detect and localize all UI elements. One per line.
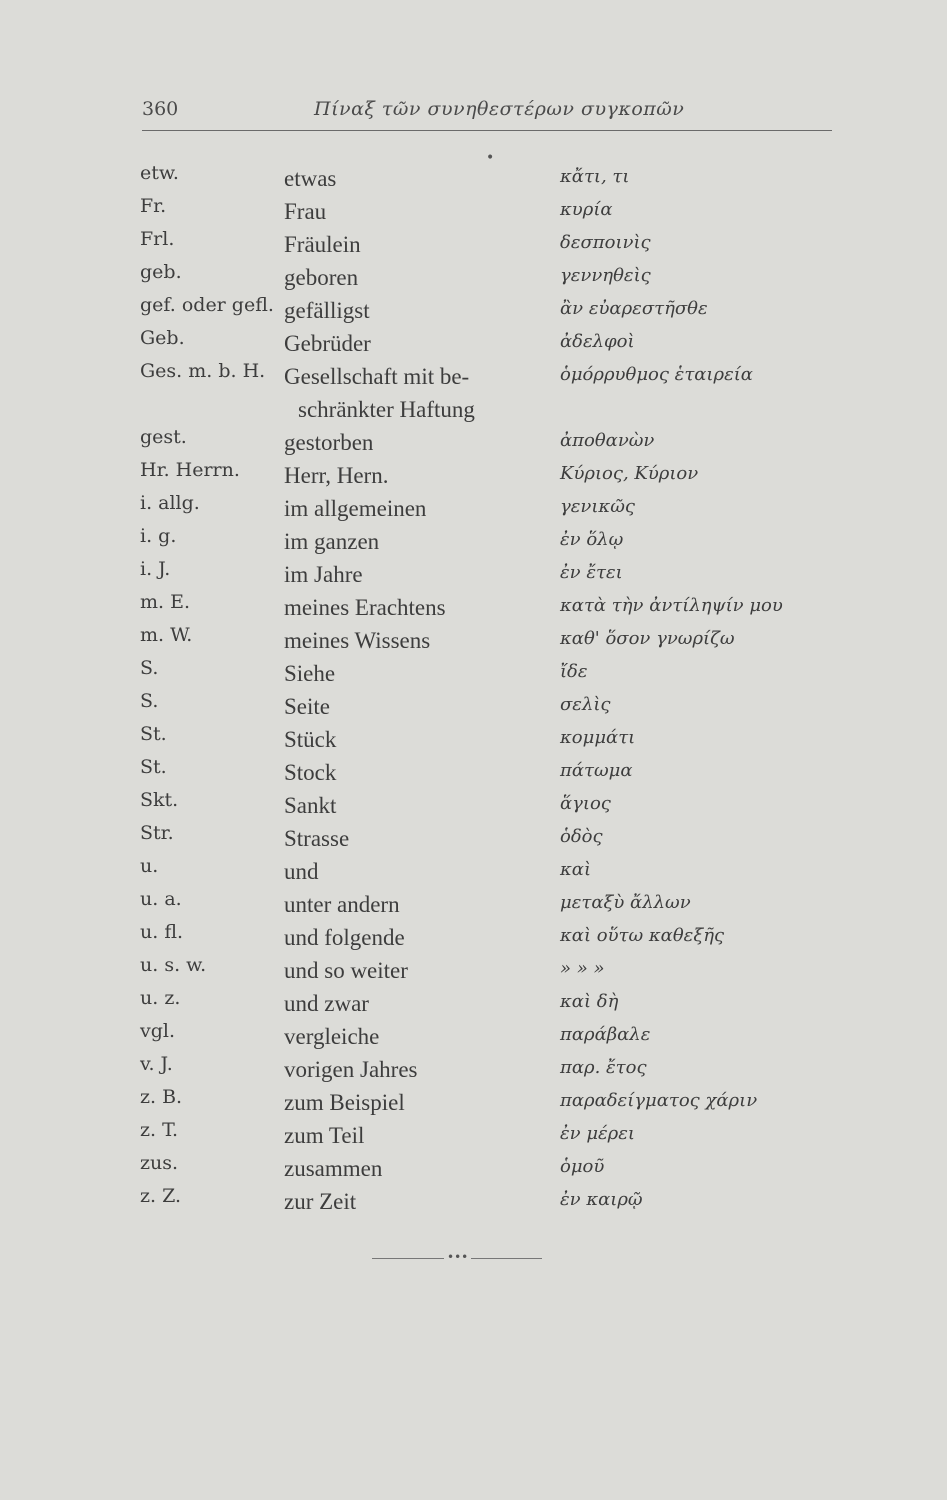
german-meaning [284, 657, 554, 690]
greek-meaning: κἄτι, τι [560, 166, 630, 187]
table-row [140, 789, 840, 822]
german-meaning-line: meines Erachtens [284, 595, 446, 620]
page-header [142, 96, 832, 131]
greek-meaning: ἴδε [560, 661, 588, 682]
table-row [140, 822, 840, 855]
german-meaning-line-2: schränkter Haftung [298, 397, 475, 422]
german-meaning-line: im allgemeinen [284, 496, 427, 521]
greek-meaning: σελὶς [560, 694, 611, 715]
greek-meaning: κατὰ τὴν ἀντίληψίν μου [560, 595, 783, 616]
german-meaning [284, 195, 554, 228]
german-meaning-line: zum Teil [284, 1123, 365, 1148]
table-row [140, 591, 840, 624]
greek-meaning: ἀδελφοὶ [560, 331, 635, 352]
greek-meaning: ὁδὸς [560, 826, 603, 847]
german-meaning [284, 855, 554, 888]
german-meaning-line: meines Wissens [284, 628, 431, 653]
greek-meaning: καὶ οὕτω καθεξῆς [560, 925, 725, 946]
table-row [140, 756, 840, 789]
table-row [140, 195, 840, 228]
abbreviation: u. fl. [140, 921, 184, 943]
greek-meaning: ἀποθανὼν [560, 430, 655, 451]
german-meaning [284, 1152, 554, 1185]
german-meaning-line: vergleiche [284, 1024, 380, 1049]
abbreviation: m. E. [140, 591, 191, 613]
abbreviation: Fr. [140, 195, 167, 217]
german-meaning-line: etwas [284, 166, 337, 191]
table-row [140, 1020, 840, 1053]
abbreviation-table [140, 162, 840, 1218]
german-meaning [284, 888, 554, 921]
table-row [140, 855, 840, 888]
table-row [140, 492, 840, 525]
german-meaning [284, 294, 554, 327]
table-row [140, 1086, 840, 1119]
german-meaning [284, 624, 554, 657]
german-meaning-line: im Jahre [284, 562, 363, 587]
german-meaning-line: Fräulein [284, 232, 361, 257]
table-row [140, 657, 840, 690]
abbreviation: i. J. [140, 558, 171, 580]
german-meaning-line: gestorben [284, 430, 374, 455]
abbreviation: v. J. [140, 1053, 173, 1075]
greek-meaning: ἐν μέρει [560, 1123, 635, 1144]
german-meaning-line: gefälligst [284, 298, 370, 323]
german-meaning-line: geboren [284, 265, 359, 290]
abbreviation: gef. oder gefl. [140, 294, 274, 316]
table-row [140, 228, 840, 261]
table-row [140, 1152, 840, 1185]
german-meaning [284, 261, 554, 294]
german-meaning [284, 954, 554, 987]
table-row [140, 327, 840, 360]
greek-meaning: κομμάτι [560, 727, 636, 748]
german-meaning-line: vorigen Jahres [284, 1057, 418, 1082]
stray-mark: • [486, 150, 495, 166]
german-meaning-line: Stück [284, 727, 337, 752]
german-meaning [284, 1053, 554, 1086]
greek-meaning: πάτωμα [560, 760, 633, 781]
greek-meaning: ἅγιος [560, 793, 611, 814]
greek-meaning: καθ' ὅσον γνωρίζω [560, 628, 735, 649]
abbreviation: gest. [140, 426, 187, 448]
abbreviation: u. a. [140, 888, 182, 910]
german-meaning-line: und zwar [284, 991, 369, 1016]
greek-meaning: ὁμόρρυθμος ἑταιρεία [560, 364, 753, 385]
greek-meaning: ὁμοῦ [560, 1156, 605, 1177]
german-meaning [284, 789, 554, 822]
greek-meaning: παράβαλε [560, 1024, 651, 1045]
german-meaning [284, 162, 554, 195]
greek-meaning: καὶ δὴ [560, 991, 619, 1012]
table-row [140, 294, 840, 327]
abbreviation: z. B. [140, 1086, 183, 1108]
german-meaning-line: zusammen [284, 1156, 383, 1181]
table-row [140, 690, 840, 723]
abbreviation: z. Z. [140, 1185, 181, 1207]
greek-meaning: » » » [560, 958, 605, 979]
abbreviation: Hr. Herrn. [140, 459, 240, 481]
german-meaning [284, 228, 554, 261]
table-row [140, 1185, 840, 1218]
table-row [140, 162, 840, 195]
abbreviation: u. s. w. [140, 954, 207, 976]
table-row [140, 921, 840, 954]
german-meaning [284, 921, 554, 954]
abbreviation: u. z. [140, 987, 181, 1009]
greek-meaning: παραδείγματος χάριν [560, 1090, 758, 1111]
abbreviation: etw. [140, 162, 179, 184]
table-row [140, 987, 840, 1020]
german-meaning [284, 822, 554, 855]
abbreviation: Str. [140, 822, 174, 844]
abbreviation: S. [140, 657, 159, 679]
german-meaning [284, 591, 554, 624]
german-meaning-line: und so weiter [284, 958, 408, 983]
greek-meaning: Κύριος, Κύριον [560, 463, 699, 484]
abbreviation: Ges. m. b. H. [140, 360, 266, 382]
german-meaning-line: Gesellschaft mit be- [284, 364, 470, 389]
german-meaning [284, 1086, 554, 1119]
german-meaning [284, 459, 554, 492]
german-meaning [284, 1020, 554, 1053]
german-meaning-line: Siehe [284, 661, 336, 686]
german-meaning [284, 426, 554, 459]
german-meaning [284, 1119, 554, 1152]
page-number: 360 [142, 98, 179, 120]
greek-meaning: καὶ [560, 859, 592, 880]
greek-meaning: κυρία [560, 199, 613, 220]
abbreviation: Skt. [140, 789, 179, 811]
greek-meaning: γενικῶς [560, 496, 635, 517]
abbreviation: St. [140, 723, 167, 745]
german-meaning [284, 492, 554, 525]
table-row [140, 558, 840, 591]
german-meaning [284, 1185, 554, 1218]
table-row [140, 459, 840, 492]
abbreviation: u. [140, 855, 159, 877]
abbreviation: Geb. [140, 327, 185, 349]
german-meaning-line: zum Beispiel [284, 1090, 405, 1115]
german-meaning [284, 558, 554, 591]
abbreviation: Frl. [140, 228, 175, 250]
abbreviation: z. T. [140, 1119, 179, 1141]
abbreviation: m. W. [140, 624, 193, 646]
table-row [140, 888, 840, 921]
table-row [140, 261, 840, 294]
greek-meaning: δεσποινὶς [560, 232, 651, 253]
german-meaning-line: und folgende [284, 925, 405, 950]
running-head-title: Πίναξ τῶν συνηθεστέρων συγκοπῶν [314, 98, 685, 120]
abbreviation: zus. [140, 1152, 179, 1174]
german-meaning [284, 756, 554, 789]
german-meaning-line: Seite [284, 694, 330, 719]
greek-meaning: γεννηθεὶς [560, 265, 651, 286]
german-meaning [284, 987, 554, 1020]
abbreviation: geb. [140, 261, 182, 283]
abbreviation: St. [140, 756, 167, 778]
table-row [140, 1053, 840, 1086]
german-meaning [284, 690, 554, 723]
greek-meaning: ἐν καιρῷ [560, 1189, 643, 1210]
greek-meaning: ἂν εὐαρεστῆσθε [560, 298, 708, 319]
german-meaning-line: zur Zeit [284, 1189, 357, 1214]
table-row [140, 525, 840, 558]
german-meaning-line: Stock [284, 760, 337, 785]
table-row [140, 360, 840, 426]
german-meaning [284, 360, 554, 426]
table-row [140, 624, 840, 657]
abbreviation: i. g. [140, 525, 177, 547]
table-row [140, 723, 840, 756]
table-row [140, 1119, 840, 1152]
german-meaning-line: und [284, 859, 319, 884]
german-meaning-line: unter andern [284, 892, 400, 917]
german-meaning-line: im ganzen [284, 529, 380, 554]
german-meaning-line: Sankt [284, 793, 337, 818]
greek-meaning: ἐν ὅλῳ [560, 529, 624, 550]
abbreviation: vgl. [140, 1020, 176, 1042]
german-meaning [284, 525, 554, 558]
greek-meaning: παρ. ἔτος [560, 1057, 647, 1078]
greek-meaning: ἐν ἔτει [560, 562, 623, 583]
table-row [140, 426, 840, 459]
german-meaning-line: Frau [284, 199, 327, 224]
greek-meaning: μεταξὺ ἄλλων [560, 892, 691, 913]
german-meaning-line: Gebrüder [284, 331, 371, 356]
abbreviation: S. [140, 690, 159, 712]
german-meaning [284, 327, 554, 360]
abbreviation: i. allg. [140, 492, 200, 514]
table-row [140, 954, 840, 987]
footer-ornament: ••• [444, 1250, 471, 1264]
german-meaning [284, 723, 554, 756]
german-meaning-line: Herr, Hern. [284, 463, 389, 488]
german-meaning-line: Strasse [284, 826, 350, 851]
